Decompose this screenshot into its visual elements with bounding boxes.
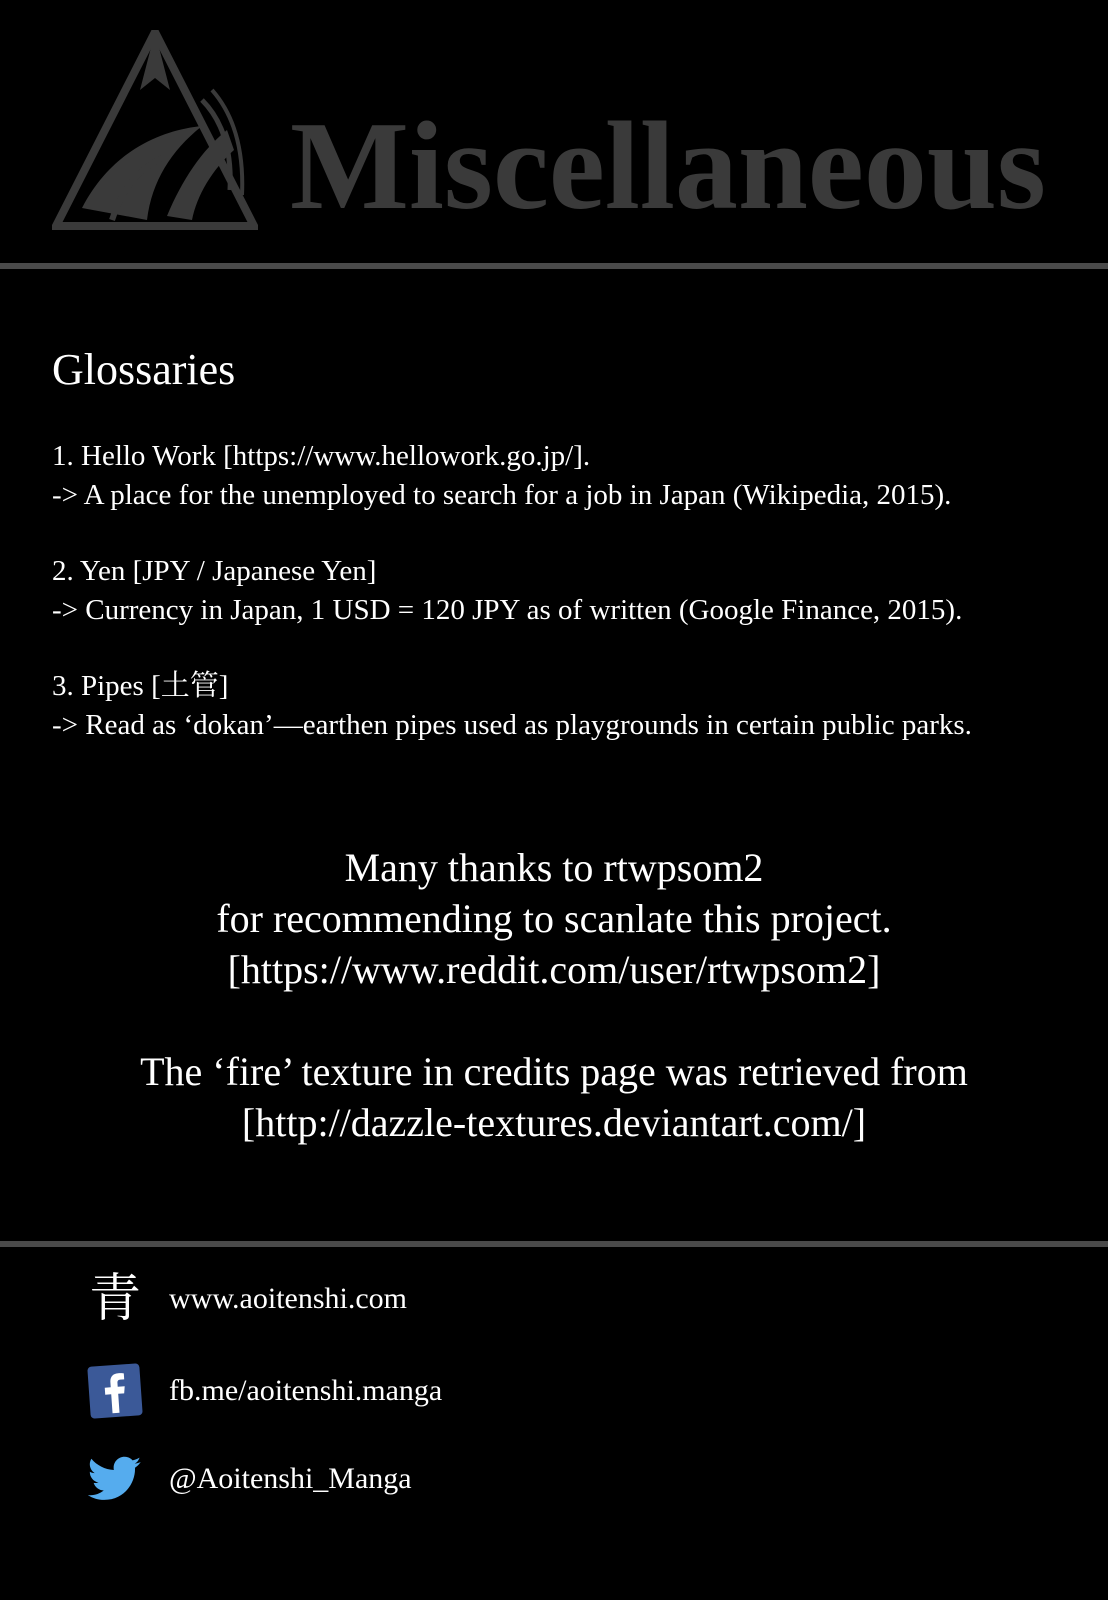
glossary-item [52,667,1092,745]
facebook-row[interactable] [86,1361,442,1421]
twitter-icon [86,1450,144,1508]
texture-credit-line: The ‘fire’ texture in credits page was retrieved from [140,1049,968,1094]
texture-credit-link[interactable]: [http://dazzle-textures.deviantart.com/] [241,1100,867,1145]
glossary-term: 1. Hello Work [https://www.hellowork.go.jp/]. [52,440,591,472]
website-link[interactable]: www.aoitenshi.com [169,1282,408,1315]
facebook-icon [86,1362,144,1420]
spacer [0,995,1108,1046]
glossary-definition: -> Read as ‘dokan’—earthen pipes used as playgrounds in certain public parks. [52,709,972,741]
page-title: Miscellaneous [290,97,1046,236]
twitter-handle[interactable]: @Aoitenshi_Manga [169,1462,412,1495]
thanks-line: for recommending to scanlate this project. [216,896,892,941]
glossary-definition: -> A place for the unemployed to search for a job in Japan (Wikipedia, 2015). [52,479,952,511]
top-divider [0,263,1108,269]
header [0,0,1108,262]
glossary-heading: Glossaries [52,345,236,394]
acknowledgements [0,842,1108,1148]
glossary-definition: -> Currency in Japan, 1 USD = 120 JPY as of written (Google Finance, 2015). [52,594,963,626]
twitter-row[interactable] [86,1449,412,1509]
footer [0,1247,1108,1600]
thanks-link[interactable]: [https://www.reddit.com/user/rtwpsom2] [227,947,881,992]
thanks-line: Many thanks to rtwpsom2 [344,845,764,890]
glossary-term: 3. Pipes [土管] [52,670,229,702]
glossary-term: 2. Yen [JPY / Japanese Yen] [52,555,377,587]
facebook-link[interactable]: fb.me/aoitenshi.manga [169,1374,443,1407]
glossary-item [52,552,1092,630]
website-row[interactable] [86,1269,407,1329]
glossary-item [52,437,1092,515]
glossary-list [52,437,1092,782]
triangle-logo-icon [52,30,258,230]
kanji-ao-icon: 青 [88,1269,141,1329]
